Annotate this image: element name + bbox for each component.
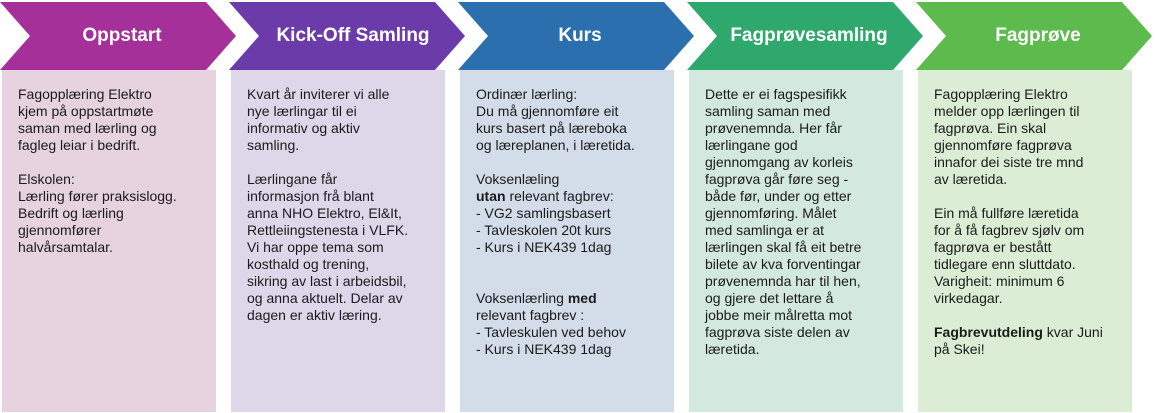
text-line: Kvart år inviterer vi alle: [247, 86, 390, 102]
text-line: melder opp lærlingen til: [934, 103, 1080, 119]
text-line: læretida.: [705, 341, 760, 357]
text-line: lærlingane god: [705, 137, 798, 153]
text-line: gjennomfører: [18, 222, 102, 238]
text-line: fagprøva går føre seg -: [705, 171, 849, 187]
text-line: jobbe meir målretta mot: [705, 307, 853, 323]
text-line: sikring av last i arbeidsbil,: [247, 273, 407, 289]
kurs-paragraph-1: [476, 86, 658, 154]
kurs-paragraph-2: [476, 171, 658, 256]
list-item: - Tavleskulen ved behov: [476, 324, 626, 340]
text-line: samling.: [247, 137, 300, 153]
text-line: [476, 188, 658, 205]
text-line: nye lærlingar til ei: [247, 103, 357, 119]
text-line: bilete av kva forventingar: [705, 256, 861, 272]
fagprove-paragraph-1: [934, 86, 1116, 188]
fagprove-box: [918, 70, 1132, 412]
list-item: - Tavleskolen 20t kurs: [476, 222, 612, 238]
stage-kurs: [458, 2, 694, 70]
text-line: samling saman med: [705, 103, 831, 119]
text-line: Varigheit: minimum 6: [934, 273, 1065, 289]
text-line: Voksenlæling: [476, 171, 560, 187]
text-line: gjennomføre fagprøva: [934, 137, 1072, 153]
list-item: - Kurs i NEK439 1dag: [476, 239, 612, 255]
text-line: Elskolen:: [18, 171, 75, 187]
stage-title: Kurs: [558, 25, 602, 46]
fagprove-paragraph-3: [934, 324, 1116, 358]
text-line: virkedagar.: [934, 290, 1003, 306]
text-line: for å få fagbrev sjølv om: [934, 222, 1085, 238]
text-line: av læretida.: [934, 171, 1008, 187]
text-line: Vi har oppe tema som: [247, 239, 384, 255]
text-line: fagleg leiar i bedrift.: [18, 137, 141, 153]
text-line: Ein må fullføre læretida: [934, 205, 1079, 221]
text-line: Lærlingane får: [247, 171, 338, 187]
text-line: relevant fagbrev :: [476, 307, 585, 323]
emphasis-text: Fagbrevutdeling: [934, 324, 1043, 340]
text-line: både før, under og etter: [705, 188, 852, 204]
text-line: informativ og aktiv: [247, 120, 360, 136]
fagprovesamling-paragraph: [705, 86, 887, 358]
process-stages: [0, 2, 1156, 72]
list-item: - VG2 samlingsbasert: [476, 205, 611, 221]
text-line: lærlingen skal få eit betre: [705, 239, 862, 255]
text-line: tidlegare enn sluttdato.: [934, 256, 1076, 272]
text-line: Ordinær lærling:: [476, 86, 578, 102]
text-line: [476, 290, 658, 307]
text-line: Fagopplæring Elektro: [934, 86, 1068, 102]
text-line: prøvenemnda har til hen,: [705, 273, 861, 289]
stage-oppstart: [0, 2, 236, 70]
text-line: gjennomføring. Målet: [705, 205, 837, 221]
kick-off-paragraph-2: [247, 171, 429, 324]
text-line: informasjon frå blant: [247, 188, 374, 204]
stage-kick-off-samling: [229, 2, 465, 70]
text-line: saman med lærling og: [18, 120, 157, 136]
text-line: med samlinga er at: [705, 222, 825, 238]
fagprove-paragraph-2: [934, 205, 1116, 307]
fagprovesamling-box: [689, 70, 903, 412]
stage-title: Fagprøvesamling: [730, 25, 888, 46]
text-run: Voksenlærling: [476, 290, 568, 306]
stage-title: Oppstart: [82, 25, 162, 46]
kurs-paragraph-3: [476, 290, 658, 358]
text-line: anna NHO Elektro, El&It,: [247, 205, 402, 221]
text-line: innafor dei siste tre mnd: [934, 154, 1084, 170]
stage-title: Kick-Off Samling: [276, 25, 430, 46]
stage-title: Fagprøve: [995, 25, 1081, 46]
kick-off-paragraph-1: [247, 86, 429, 154]
text-line: kjem på oppstartmøte: [18, 103, 154, 119]
oppstart-box: [2, 70, 216, 412]
text-line: på Skei!: [934, 341, 985, 357]
text-line: Du må gjennomføre eit: [476, 103, 619, 119]
text-line: fagprøva siste delen av: [705, 324, 850, 340]
text-line: gjennomgang av korleis: [705, 154, 853, 170]
text-line: og anna aktuelt. Delar av: [247, 290, 403, 306]
text-line: halvårsamtalar.: [18, 239, 113, 255]
text-line: fagprøva. Ein skal: [934, 120, 1047, 136]
text-line: Rettleiingstenesta i VLFK.: [247, 222, 409, 238]
oppstart-paragraph-2: [18, 171, 200, 256]
kurs-box: [460, 70, 674, 412]
text-line: kurs basert på læreboka: [476, 120, 627, 136]
text-line: [934, 324, 1116, 341]
stage-fagprove: [916, 2, 1152, 70]
list-item: - Kurs i NEK439 1dag: [476, 341, 612, 357]
text-line: Bedrift og lærling: [18, 205, 124, 221]
text-line: kosthald og trening,: [247, 256, 370, 272]
stage-fagprovesamling: [687, 2, 923, 70]
text-line: fagprøva er bestått: [934, 239, 1052, 255]
emphasis-text: utan: [476, 188, 506, 204]
text-line: og læreplanen, i læretida.: [476, 137, 635, 153]
text-line: Dette er ei fagspesifikk: [705, 86, 847, 102]
text-line: Fagopplæring Elektro: [18, 86, 152, 102]
text-run: kvar Juni: [1042, 324, 1103, 340]
oppstart-paragraph-1: [18, 86, 200, 154]
text-line: Lærling fører praksislogg.: [18, 188, 177, 204]
emphasis-text: med: [567, 290, 597, 306]
kick-off-box: [231, 70, 445, 412]
text-run: relevant fagbrev:: [505, 188, 614, 204]
text-line: prøvenemnda. Her får: [705, 120, 842, 136]
text-line: og gjere det lettare å: [705, 290, 834, 306]
text-line: dagen er aktiv læring.: [247, 307, 382, 323]
